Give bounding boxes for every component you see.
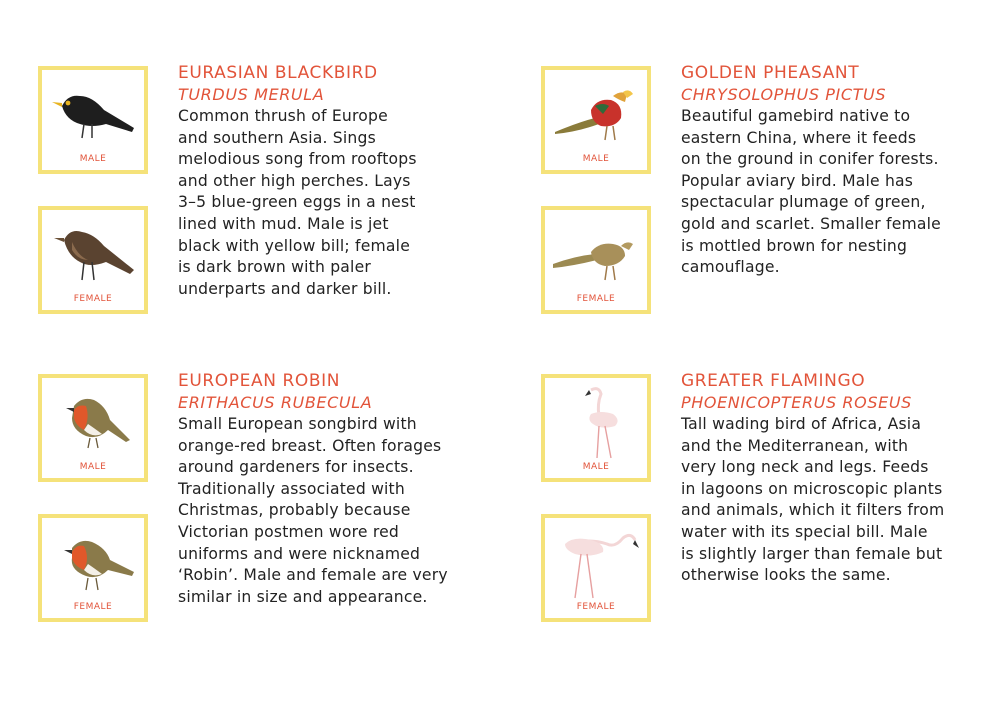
bird-text bbox=[681, 62, 981, 279]
male-illustration-card bbox=[38, 66, 148, 174]
female-illustration-card bbox=[38, 206, 148, 314]
bird-text bbox=[178, 62, 478, 300]
bird-entry-golden-pheasant bbox=[541, 63, 1000, 318]
male-illustration-card bbox=[38, 374, 148, 482]
blackbird-male-illustration bbox=[48, 76, 138, 152]
female-illustration-card bbox=[38, 514, 148, 622]
common-name: EURASIAN BLACKBIRD bbox=[178, 63, 378, 83]
bird-entry-european-robin bbox=[38, 371, 498, 626]
robin-female-illustration bbox=[48, 524, 138, 600]
description: Common thrush of Europe and southern Asia. Sings melodious song from rooftops and other high perches. Lays 3–5 blue-green eggs in a nest lined with mud. Male is jet black with yellow bill; female is dark brown with paler underparts and darker bill. bbox=[178, 107, 417, 298]
common-name: GREATER FLAMINGO bbox=[681, 371, 866, 391]
female-illustration-card bbox=[541, 206, 651, 314]
bird-text bbox=[178, 370, 478, 608]
description: Tall wading bird of Africa, Asia and the Mediterranean, with very long neck and legs. Feeds in lagoons on microscopic plants and animals, which it filters from water with its special bill. Male is slightly larger than female but otherwise looks the same. bbox=[681, 415, 945, 585]
bird-text bbox=[681, 370, 981, 587]
male-label: MALE bbox=[582, 154, 610, 164]
latin-name: PHOENICOPTERUS ROSEUS bbox=[681, 393, 912, 412]
latin-name: TURDUS MERULA bbox=[178, 85, 325, 104]
male-illustration-card bbox=[541, 374, 651, 482]
description: Small European songbird with orange-red breast. Often forages around gardeners for insects. Traditionally associated with Christmas, probably because Victorian postmen wore red uniforms and were nicknamed ‘Robin’. Male and female are very similar in size and appearance. bbox=[178, 415, 448, 606]
male-label: MALE bbox=[582, 462, 610, 472]
common-name: EUROPEAN ROBIN bbox=[178, 371, 341, 391]
female-label: FEMALE bbox=[576, 294, 616, 304]
female-label: FEMALE bbox=[576, 602, 616, 612]
female-illustration-card bbox=[541, 514, 651, 622]
latin-name: CHRYSOLOPHUS PICTUS bbox=[681, 85, 887, 104]
common-name: GOLDEN PHEASANT bbox=[681, 63, 860, 83]
flamingo-female-illustration bbox=[551, 524, 641, 600]
female-label: FEMALE bbox=[73, 294, 113, 304]
male-label: MALE bbox=[79, 462, 107, 472]
golden-pheasant-male-illustration bbox=[551, 76, 641, 152]
golden-pheasant-female-illustration bbox=[551, 216, 641, 292]
description: Beautiful gamebird native to eastern China, where it feeds on the ground in conifer forests. Popular aviary bird. Male has spectacular plumage of green, gold and scarlet. Smaller female is mottled brown for nesting camouflage. bbox=[681, 107, 941, 277]
robin-male-illustration bbox=[48, 384, 138, 460]
flamingo-male-illustration bbox=[551, 384, 641, 460]
male-illustration-card bbox=[541, 66, 651, 174]
male-label: MALE bbox=[79, 154, 107, 164]
female-label: FEMALE bbox=[73, 602, 113, 612]
blackbird-female-illustration bbox=[48, 216, 138, 292]
bird-entry-blackbird bbox=[38, 63, 498, 318]
bird-entry-greater-flamingo bbox=[541, 371, 1000, 626]
latin-name: ERITHACUS RUBECULA bbox=[178, 393, 373, 412]
